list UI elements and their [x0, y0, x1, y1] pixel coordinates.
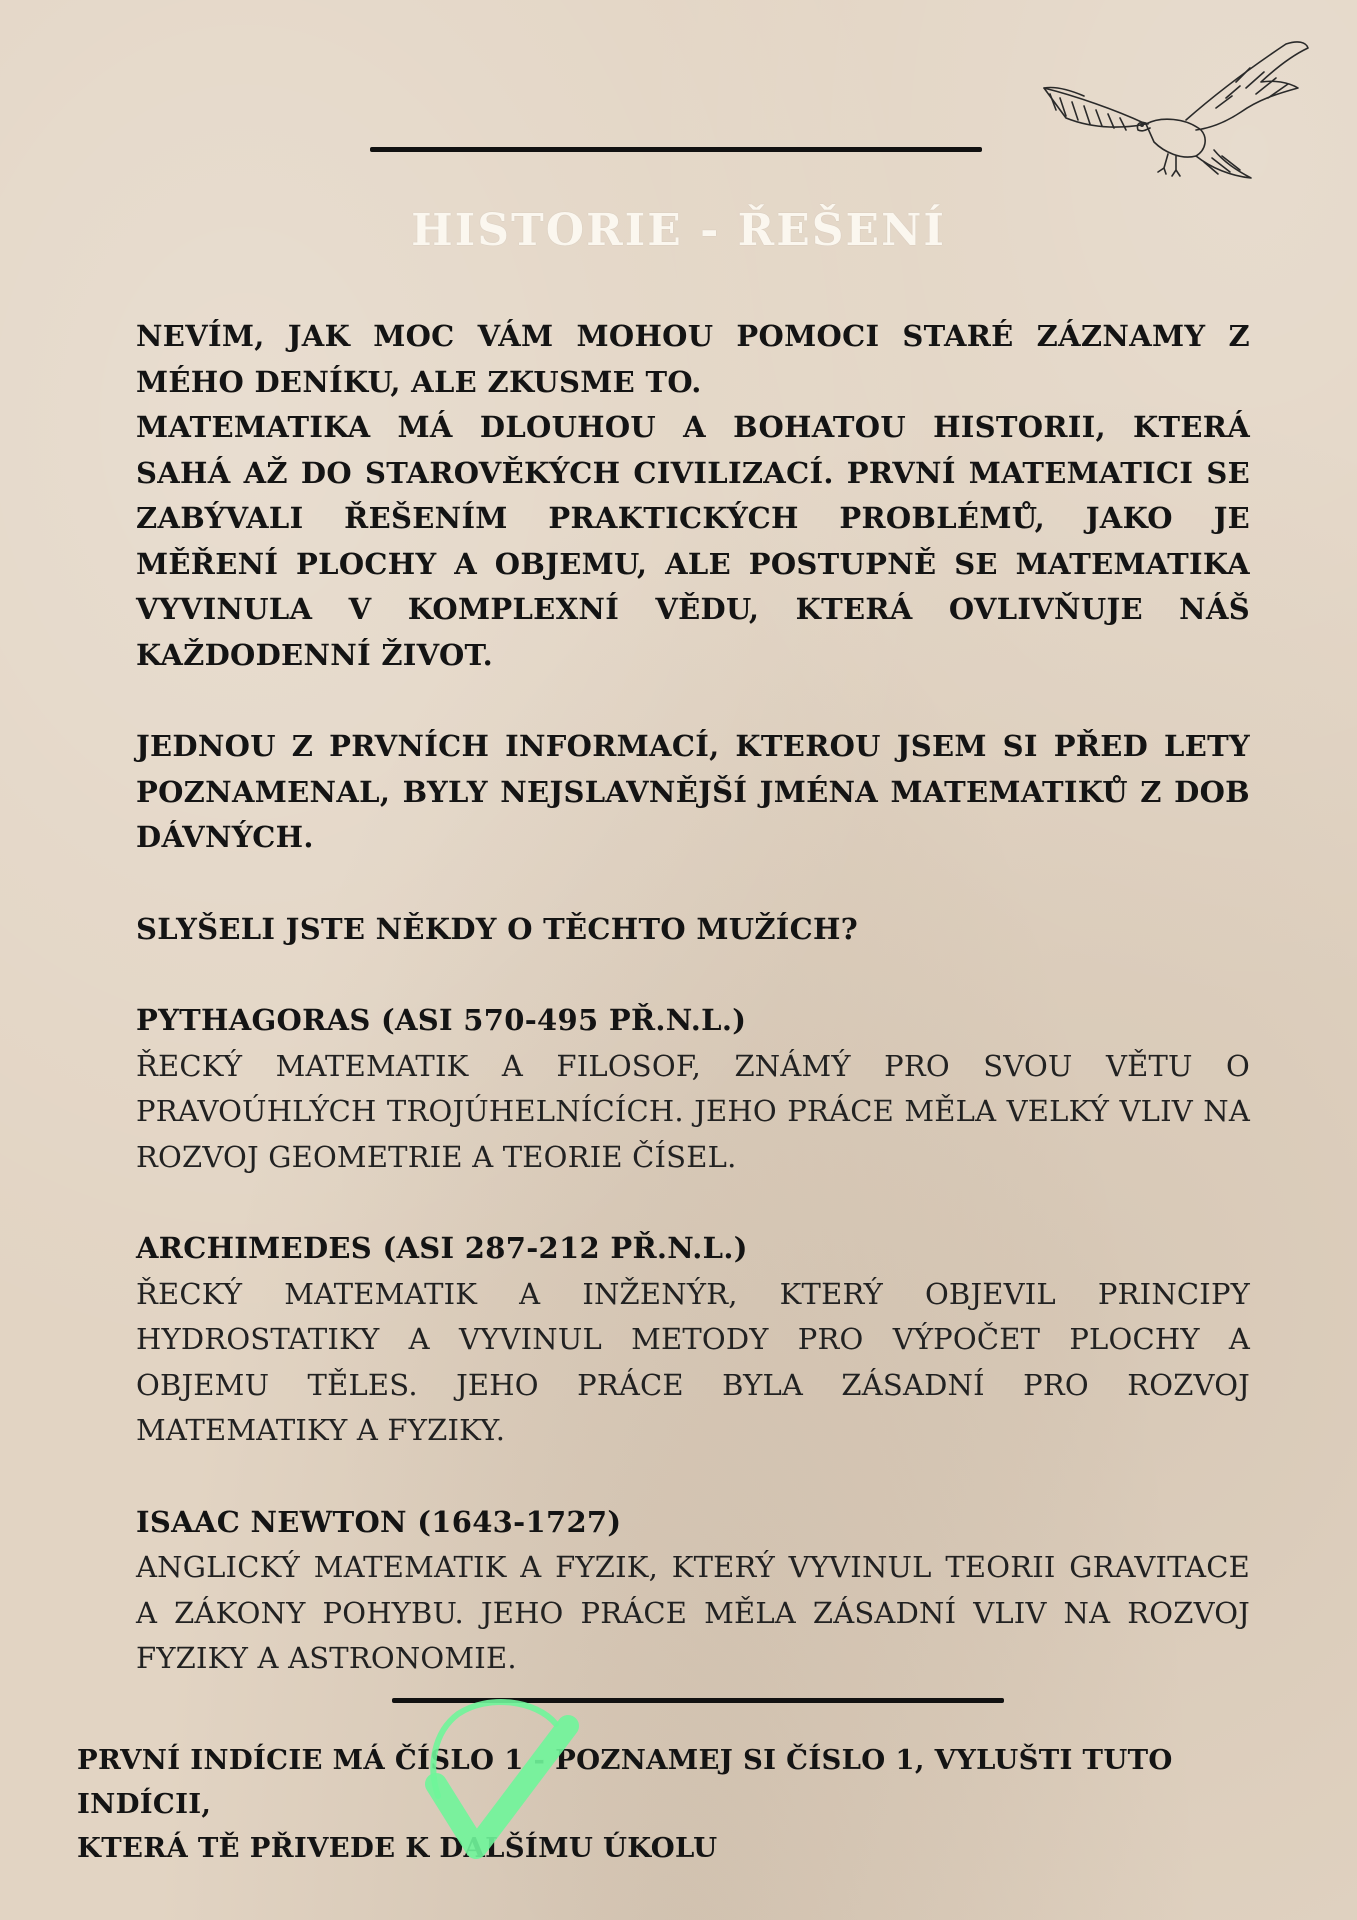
intro-question: SLYŠELI JSTE NĚKDY O TĚCHTO MUŽÍCH? [136, 911, 859, 946]
intro-paragraph-2: MATEMATIKA MÁ DLOUHOU A BOHATOU HISTORII, KTERÁ SAHÁ AŽ DO STAROVĚKÝCH CIVILIZACÍ. PRVNÍ MATEMATICI SE ZABÝVALI ŘEŠENÍM PRAKTICKÝCH PROBLÉMŮ, JAKO JE MĚŘENÍ PLOCHY A OBJEMU, ALE POSTUPNĚ SE MATEMATIKA VYVINULA V KOMPLEXNÍ VĚDU, KTERÁ OVLIVŇUJE NÁŠ KAŽDODENNÍ ŽIVOT. [136, 410, 1250, 672]
mathematician-description: ŘECKÝ MATEMATIK A INŽENÝR, KTERÝ OBJEVIL PRINCIPY HYDROSTATIKY A VYVINUL METODY PRO VÝPOČET PLOCHY A OBJEMU TĚLES. JEHO PRÁCE BYLA ZÁSADNÍ PRO ROZVOJ MATEMATIKY A FYZIKY. [136, 1276, 1250, 1447]
spacer [136, 952, 1250, 998]
footer-clue [77, 1738, 1287, 1870]
mathematician-description: ŘECKÝ MATEMATIK A FILOSOF, ZNÁMÝ PRO SVOU VĚTU O PRAVOÚHLÝCH TROJÚHELNÍCÍCH. JEHO PRÁCE MĚLA VELKÝ VLIV NA ROZVOJ GEOMETRIE A TEORIE ČÍSEL. [136, 1048, 1250, 1174]
footer-line-1: PRVNÍ INDÍCIE MÁ ČÍSLO 1 - POZNAMEJ SI ČÍSLO 1, VYLUŠTI TUTO INDÍCII, [77, 1744, 1173, 1820]
spacer [136, 678, 1250, 724]
main-content [136, 314, 1250, 1682]
spacer [136, 1454, 1250, 1500]
mathematician-name: PYTHAGORAS (ASI 570-495 PŘ.N.L.) [136, 1003, 747, 1037]
spacer [136, 861, 1250, 907]
mathematician-name: ARCHIMEDES (ASI 287-212 PŘ.N.L.) [136, 1231, 748, 1265]
eagle-illustration-icon [1036, 38, 1316, 188]
spacer [136, 1180, 1250, 1226]
footer-line-2: KTERÁ TĚ PŘIVEDE K DALŠÍMU ÚKOLU [77, 1832, 718, 1864]
checkmark-icon [418, 1696, 598, 1866]
mathematician-description: ANGLICKÝ MATEMATIK A FYZIK, KTERÝ VYVINUL TEORII GRAVITACE A ZÁKONY POHYBU. JEHO PRÁCE MĚLA ZÁSADNÍ VLIV NA ROZVOJ FYZIKY A ASTRONOMIE. [136, 1550, 1250, 1675]
page-title: HISTORIE - ŘEŠENÍ [411, 205, 946, 256]
intro-paragraph-1: NEVÍM, JAK MOC VÁM MOHOU POMOCI STARÉ ZÁZNAMY Z MÉHO DENÍKU, ALE ZKUSME TO. [136, 319, 1250, 399]
intro-paragraph-3: JEDNOU Z PRVNÍCH INFORMACÍ, KTEROU JSEM SI PŘED LETY POZNAMENAL, BYLY NEJSLAVNĚJŠÍ JMÉNA MATEMATIKŮ Z DOB DÁVNÝCH. [136, 729, 1250, 854]
mathematician-name: ISAAC NEWTON (1643-1727) [136, 1504, 622, 1539]
top-divider [370, 147, 982, 152]
